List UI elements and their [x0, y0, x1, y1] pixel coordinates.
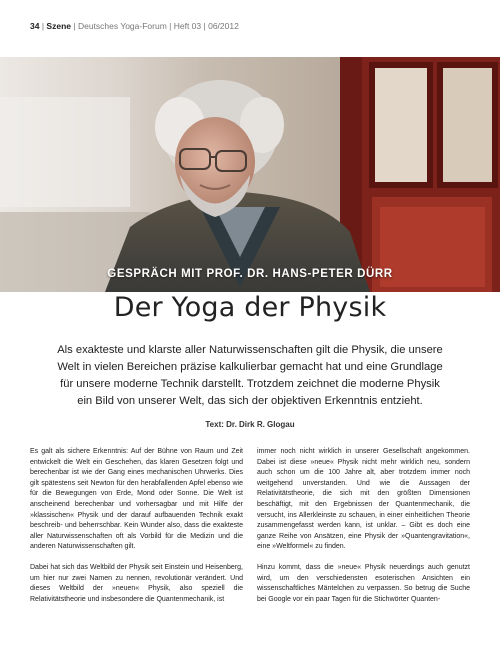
- article-byline: Text: Dr. Dirk R. Glogau: [205, 420, 295, 429]
- issue-date: 06/2012: [208, 21, 239, 31]
- portrait-illustration: [0, 57, 500, 292]
- paragraph: immer noch nicht wirklich in unserer Gesellschaft angekommen. Dabei ist diese »neue« Physik nicht mehr wirklich neu, sondern auch schon um die 100 Jahre alt, aber trotzdem immer noch weitgehend unverstanden. Und wie die Aussagen der Relativitätstheorie, die sich mit den größten Dimensionen beschäftigt, mit den Ergebnissen der Quantenmechanik, die versucht, ins Allerkleinste zu schauen, in einer einheitlichen Theorie zusammengefasst werden kann, ist unklar. – Gibt es doch eine ganze Reihe von Ansätzen, eine Physik der »Quantengravitation«, eine »Weltformel« zu finden.: [257, 448, 470, 551]
- portrait-photo: [0, 57, 500, 292]
- text-column-right: [257, 447, 470, 615]
- running-header: 34 | Szene | Deutsches Yoga-Forum | Heft 03 | 06/2012: [30, 21, 239, 31]
- paragraph: Es galt als sichere Erkenntnis: Auf der Bühne von Raum und Zeit entwickelt die Welt ein Geschehen, das klaren Gesetzen folgt und berechenbar ist wie der Gang eines mechanischen Uhrwerks. Dies gilt spätestens seit Newton für den herabfallenden Apfel ebenso wie für die Bewegungen von Erde, Mond oder Sonne. Die Welt ist anscheinend berechenbar und vorhersagbar und mit Hilfe der »klassischen« Physik und der darauf aufbauenden Technik exakt beschreib- und beherrschbar. Kein Wunder also, dass die exakteste aller Naturwissenschaften oft als Vorbild für die Medizin und die anderen Naturwissenschaften gilt.: [30, 448, 243, 551]
- section-name: Szene: [46, 21, 71, 31]
- publication-name: Deutsches Yoga-Forum: [77, 21, 167, 31]
- article-title: Der Yoga der Physik: [113, 292, 387, 323]
- page-number: 34: [30, 21, 40, 31]
- paragraph: Hinzu kommt, dass die »neue« Physik neuerdings auch genutzt wird, um den verschiedensten esoterischen Ansichten ein wissenschaftliches Mäntelchen zu verpassen. So betrug die Suche bei Google vor ein paar Tagen für die Stichwörter Quanten-: [257, 563, 470, 603]
- article-lead: Als exakteste und klarste aller Naturwissenschaften gilt die Physik, die unsere Welt in vielen Bereichen präzise kalkulierbar gemacht hat und eine Grundlage für unsere moderne Technik darstellt. Trotzdem zeichnet die moderne Physik ein Bild von unserer Welt, das sich der objektiven Erkenntnis entzieht.: [57, 344, 443, 407]
- paragraph: Dabei hat sich das Weltbild der Physik seit Einstein und Heisenberg, um hier nur zwei Namen zu nennen, revolutionär verändert. Und dieses Weltbild der »neuen« Physik, also speziell die Relativitätstheorie und insbesondere die Quantenmechanik, ist: [30, 563, 243, 603]
- issue-number: Heft 03: [173, 21, 202, 31]
- text-column-left: [30, 447, 243, 615]
- interview-caption: GESPRÄCH MIT PROF. DR. HANS-PETER DÜRR: [107, 268, 393, 280]
